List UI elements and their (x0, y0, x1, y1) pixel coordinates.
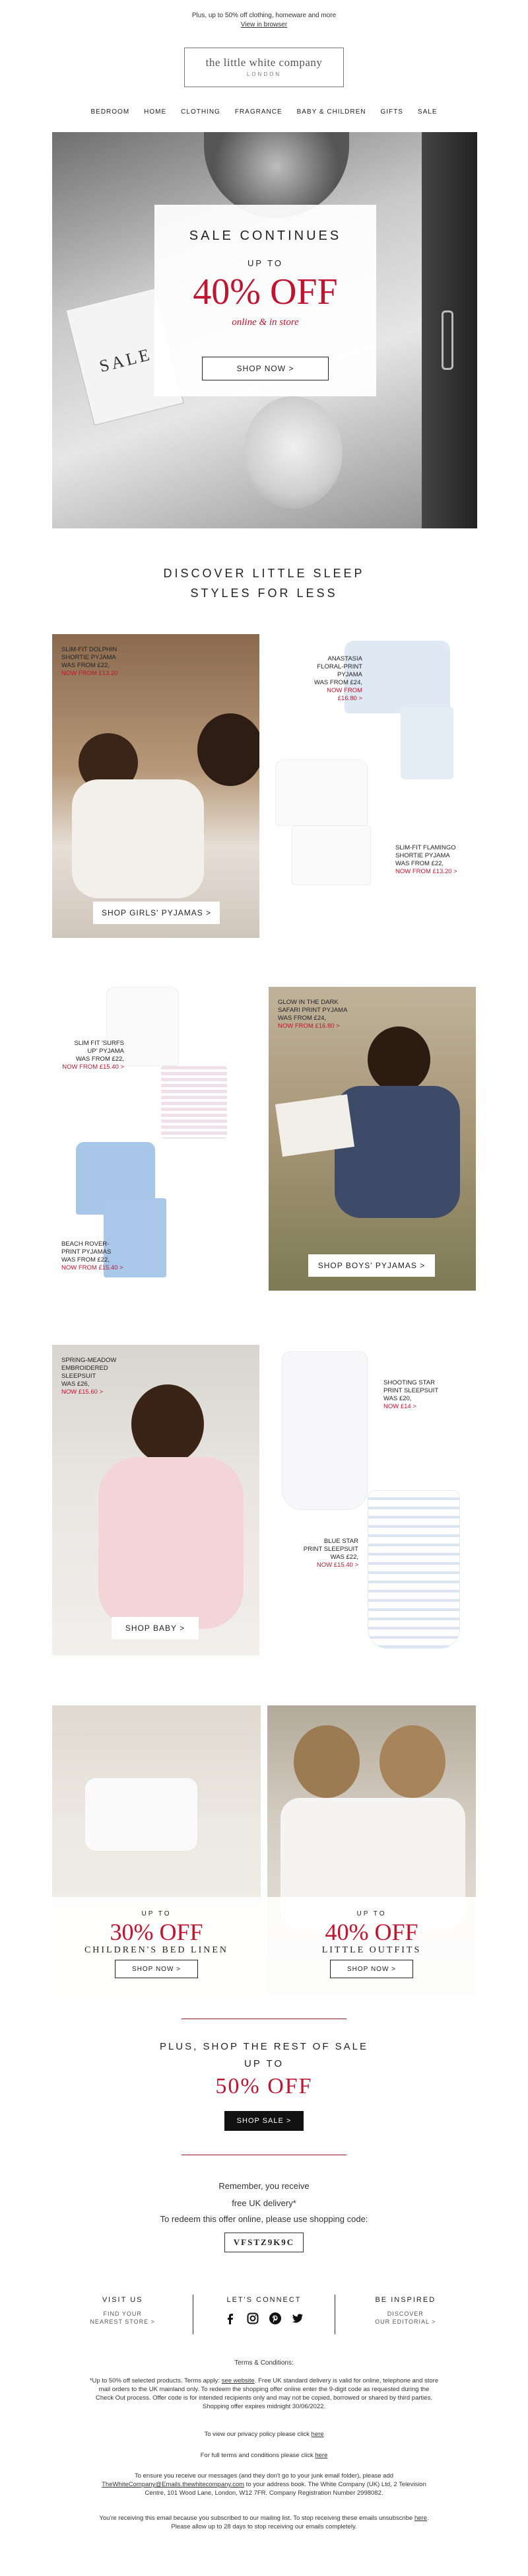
outfits-sub: LITTLE OUTFITS (321, 1945, 422, 1955)
terms-text: You're receiving this email because you subscribed to our mailing list. To stop receiving these emails unsubscribe (99, 2515, 414, 2522)
label-line: WAS £22, (330, 1554, 358, 1561)
terms-text: . Free UK standard delivery is valid for online, telephone and store mail orders to the UK mainland only. To redeem the shopping offer online enter the 9-digit code as requested during the Check Out process. Offer code is for intended recipients only and may not be copied, borrowed or shared by third parties. Shopping offer expires midnight 30/06/2022. (96, 2377, 439, 2410)
baby-head (131, 1384, 204, 1464)
child-head (368, 1026, 430, 1092)
label-line: WAS FROM £24, (278, 1015, 327, 1022)
label-now-price: NOW FROM £15.40 > (61, 1264, 123, 1271)
label-now-price: NOW £15.40 > (316, 1561, 358, 1569)
floral-pyjama-trousers[interactable] (401, 707, 453, 779)
pinterest-icon[interactable] (269, 2312, 282, 2325)
hero-shop-now-button[interactable]: SHOP NOW > (202, 357, 329, 380)
label-line: GLOW IN THE DARK (278, 999, 339, 1006)
terms-paragraph-1 (89, 2377, 439, 2411)
flamingo-top[interactable] (275, 760, 368, 826)
shop-boys-pyjamas-button[interactable]: SHOP BOYS' PYJAMAS > (308, 1254, 435, 1277)
nav-baby-children[interactable]: BABY & CHILDREN (296, 108, 366, 116)
bed-linen-photo[interactable] (52, 1705, 261, 1995)
outfits-upto: UP TO (356, 1910, 387, 1917)
terms-paragraph-3 (0, 2452, 528, 2459)
footer-col-text: DISCOVER (387, 2310, 424, 2317)
view-in-browser-link[interactable]: View in browser (240, 21, 288, 28)
label-line: ANASTASIA (327, 655, 362, 662)
label-now-price: NOW FROM £16.80 > (278, 1022, 340, 1030)
hero-upto: UP TO (247, 258, 284, 268)
logo-text: the little white company (205, 56, 323, 69)
label-now-price: NOW FROM £13.20 (61, 670, 118, 677)
label-line: SHORTIE PYJAMA (395, 852, 450, 859)
terms-paragraph-5 (92, 2514, 436, 2531)
product-label[interactable] (395, 844, 457, 876)
footer-col-text: FIND YOUR (103, 2310, 142, 2317)
nav-clothing[interactable]: CLOTHING (181, 108, 220, 116)
baby-products-panel (269, 1345, 476, 1655)
girl1-head (294, 1725, 360, 1798)
label-line: WAS FROM £24, (314, 679, 362, 686)
rest-offer: 50% OFF (215, 2074, 313, 2098)
label-line: PRINT SLEEPSUIT (383, 1387, 439, 1394)
bed-linen-shop-now-button[interactable]: SHOP NOW > (115, 1960, 198, 1978)
delivery-line3: To redeem this offer online, please use shopping code: (160, 2214, 368, 2224)
instagram-icon[interactable] (246, 2312, 259, 2325)
terms-text: to your address book. The White Company (UK) Ltd, 2 Television Centre, 101 Wood Lane, London, W12 7FR. Company Registration Number 2998082. (145, 2481, 426, 2497)
nav-home[interactable]: HOME (144, 108, 167, 116)
outfits-offer: 40% OFF (325, 1919, 418, 1945)
terms-text: *Up to 50% off selected products. Terms apply: (89, 2377, 222, 2384)
label-line: PYJAMA (337, 671, 362, 678)
shop-baby-button[interactable]: SHOP BABY > (112, 1617, 199, 1639)
girl2-head (380, 1725, 446, 1798)
bed-linen-offer: 30% OFF (110, 1919, 203, 1945)
label-line: WAS FROM £22, (395, 860, 444, 867)
label-line: SHOOTING STAR (383, 1379, 435, 1386)
bag-sale-text: SALE (97, 344, 154, 376)
girls-products-panel (269, 634, 476, 938)
pyjama-shape (72, 779, 204, 898)
terms-heading: Terms & Conditions: (234, 2359, 294, 2367)
boys-products-panel (52, 987, 259, 1291)
discover-line2: STYLES FOR LESS (190, 587, 338, 600)
little-outfits-panel (267, 1897, 476, 1995)
label-line: UP' PYJAMA (87, 1048, 124, 1055)
hero-title: SALE CONTINUES (189, 229, 342, 243)
product-label[interactable] (61, 1357, 116, 1396)
delivery-line2: free UK delivery* (232, 2198, 296, 2208)
label-now-price: NOW FROM £13.20 > (395, 868, 457, 875)
terms-text: For full terms and conditions please click (200, 2452, 315, 2459)
product-label[interactable] (292, 1538, 358, 1569)
label-line: FLORAL-PRINT (317, 663, 362, 670)
label-line: SLIM-FIT DOLPHIN (61, 646, 117, 653)
label-line: SAFARI PRINT PYJAMA (278, 1007, 348, 1014)
nav-fragrance[interactable]: FRAGRANCE (234, 108, 282, 116)
door-handle (442, 310, 453, 370)
label-line: SLIM FIT 'SURFS (74, 1040, 124, 1047)
product-label[interactable] (383, 1379, 438, 1411)
shooting-star-sleepsuit[interactable] (282, 1351, 368, 1510)
footer-columns (52, 2292, 476, 2345)
bed-linen-sub: CHILDREN'S BED LINEN (84, 1945, 229, 1955)
logo-subtext: LONDON (246, 71, 282, 77)
label-line: BEACH ROVER- (61, 1240, 110, 1248)
see-website-link[interactable]: see website (221, 2377, 255, 2384)
twitter-icon[interactable] (291, 2312, 304, 2325)
nav-sale[interactable]: SALE (417, 108, 438, 116)
product-label[interactable] (308, 655, 362, 703)
label-line: WAS FROM £22, (61, 1256, 110, 1264)
terms-text: . Please allow up to 28 days to stop receiving our emails completely. (171, 2515, 429, 2530)
label-now-price: NOW £15.60 > (61, 1388, 104, 1396)
label-line: SLEEPSUIT (61, 1373, 96, 1380)
email-address-link[interactable]: TheWhiteCompany@Emails.thewhitecompany.com (102, 2481, 245, 2488)
footer-be-inspired[interactable] (335, 2292, 476, 2345)
footer-col-title: BE INSPIRED (375, 2296, 436, 2304)
nav-bedroom[interactable]: BEDROOM (90, 108, 130, 116)
little-outfits-photo[interactable] (267, 1705, 476, 1995)
rest-upto: UP TO (244, 2058, 284, 2069)
flamingo-shorts[interactable] (292, 826, 371, 885)
label-now-price: NOW £14 > (383, 1403, 416, 1410)
facebook-icon[interactable] (224, 2312, 237, 2325)
child-figure (244, 396, 343, 509)
label-line: WAS FROM £22, (75, 1055, 124, 1063)
footer-col-title: VISIT US (102, 2296, 143, 2304)
child2-hair (197, 713, 259, 786)
label-line: BLUE STAR (323, 1538, 358, 1545)
bed-linen-upto: UP TO (141, 1910, 172, 1917)
social-icons (193, 2312, 334, 2325)
full-terms-link[interactable]: here (315, 2452, 328, 2459)
outfits-shop-now-button[interactable]: SHOP NOW > (330, 1960, 413, 1978)
label-line: WAS FROM £22, (61, 662, 110, 669)
hero-image[interactable] (52, 132, 477, 528)
label-now-price: NOW FROM £15.40 > (62, 1063, 124, 1071)
hero-sub: online & in store (232, 317, 299, 328)
product-label[interactable] (278, 999, 347, 1030)
hero-panel (154, 205, 376, 396)
product-label[interactable] (61, 646, 118, 678)
pillow-shape (85, 1778, 197, 1851)
girls-pyjama-photo[interactable] (52, 634, 259, 938)
main-nav (0, 108, 528, 116)
safari-pyjama (335, 1086, 460, 1218)
footer-col-link: OUR EDITORIAL > (375, 2318, 436, 2325)
label-line: PRINT PYJAMAS (61, 1248, 112, 1256)
product-label[interactable] (61, 1240, 123, 1272)
label-line: EMBROIDERED (61, 1365, 108, 1372)
label-line: WAS £20, (383, 1395, 412, 1402)
blue-star-sleepsuit[interactable] (368, 1490, 460, 1649)
label-line: SLIM-FIT FLAMINGO (395, 844, 456, 851)
bed-linen-panel (52, 1897, 261, 1995)
terms-paragraph-4 (92, 2472, 436, 2497)
label-line: WAS £26, (61, 1380, 90, 1388)
discover-line1: DISCOVER LITTLE SLEEP (163, 567, 365, 580)
pink-sleepsuit (98, 1457, 244, 1629)
shopping-code: VFSTZ9K9C (224, 2233, 304, 2252)
preheader-text: Plus, up to 50% off clothing, homeware and more (191, 12, 337, 19)
hero-offer: 40% OFF (193, 271, 338, 312)
label-now-price: NOW FROM £16.80 > (327, 687, 362, 702)
footer-col-link: NEAREST STORE > (90, 2318, 155, 2325)
surfs-up-shorts[interactable] (161, 1066, 227, 1139)
footer-visit-us[interactable] (52, 2292, 193, 2345)
shop-sale-button[interactable]: SHOP SALE > (224, 2111, 304, 2131)
terms-text: To view our privacy policy please click (204, 2431, 312, 2438)
unsubscribe-link[interactable]: here (414, 2515, 427, 2522)
nav-gifts[interactable]: GIFTS (380, 108, 403, 116)
logo[interactable] (184, 48, 344, 87)
product-label[interactable] (61, 1040, 124, 1071)
label-line: SHORTIE PYJAMA (61, 654, 116, 661)
shop-girls-pyjamas-button[interactable]: SHOP GIRLS' PYJAMAS > (93, 902, 220, 924)
label-line: PRINT SLEEPSUIT (303, 1546, 358, 1553)
privacy-policy-link[interactable]: here (311, 2431, 324, 2438)
delivery-line1: Remember, you receive (218, 2181, 310, 2191)
footer-col-title: LET'S CONNECT (226, 2296, 302, 2304)
boys-pyjama-photo[interactable] (269, 987, 476, 1291)
label-line: SPRING-MEADOW (61, 1357, 117, 1364)
rest-line1: PLUS, SHOP THE REST OF SALE (159, 2041, 369, 2052)
footer-lets-connect (193, 2292, 334, 2345)
baby-photo[interactable] (52, 1345, 259, 1655)
terms-text: To ensure you receive our messages (and they don't go to your junk email folder), please add (134, 2472, 394, 2480)
terms-paragraph-2 (0, 2431, 528, 2438)
book-shape (275, 1094, 354, 1157)
